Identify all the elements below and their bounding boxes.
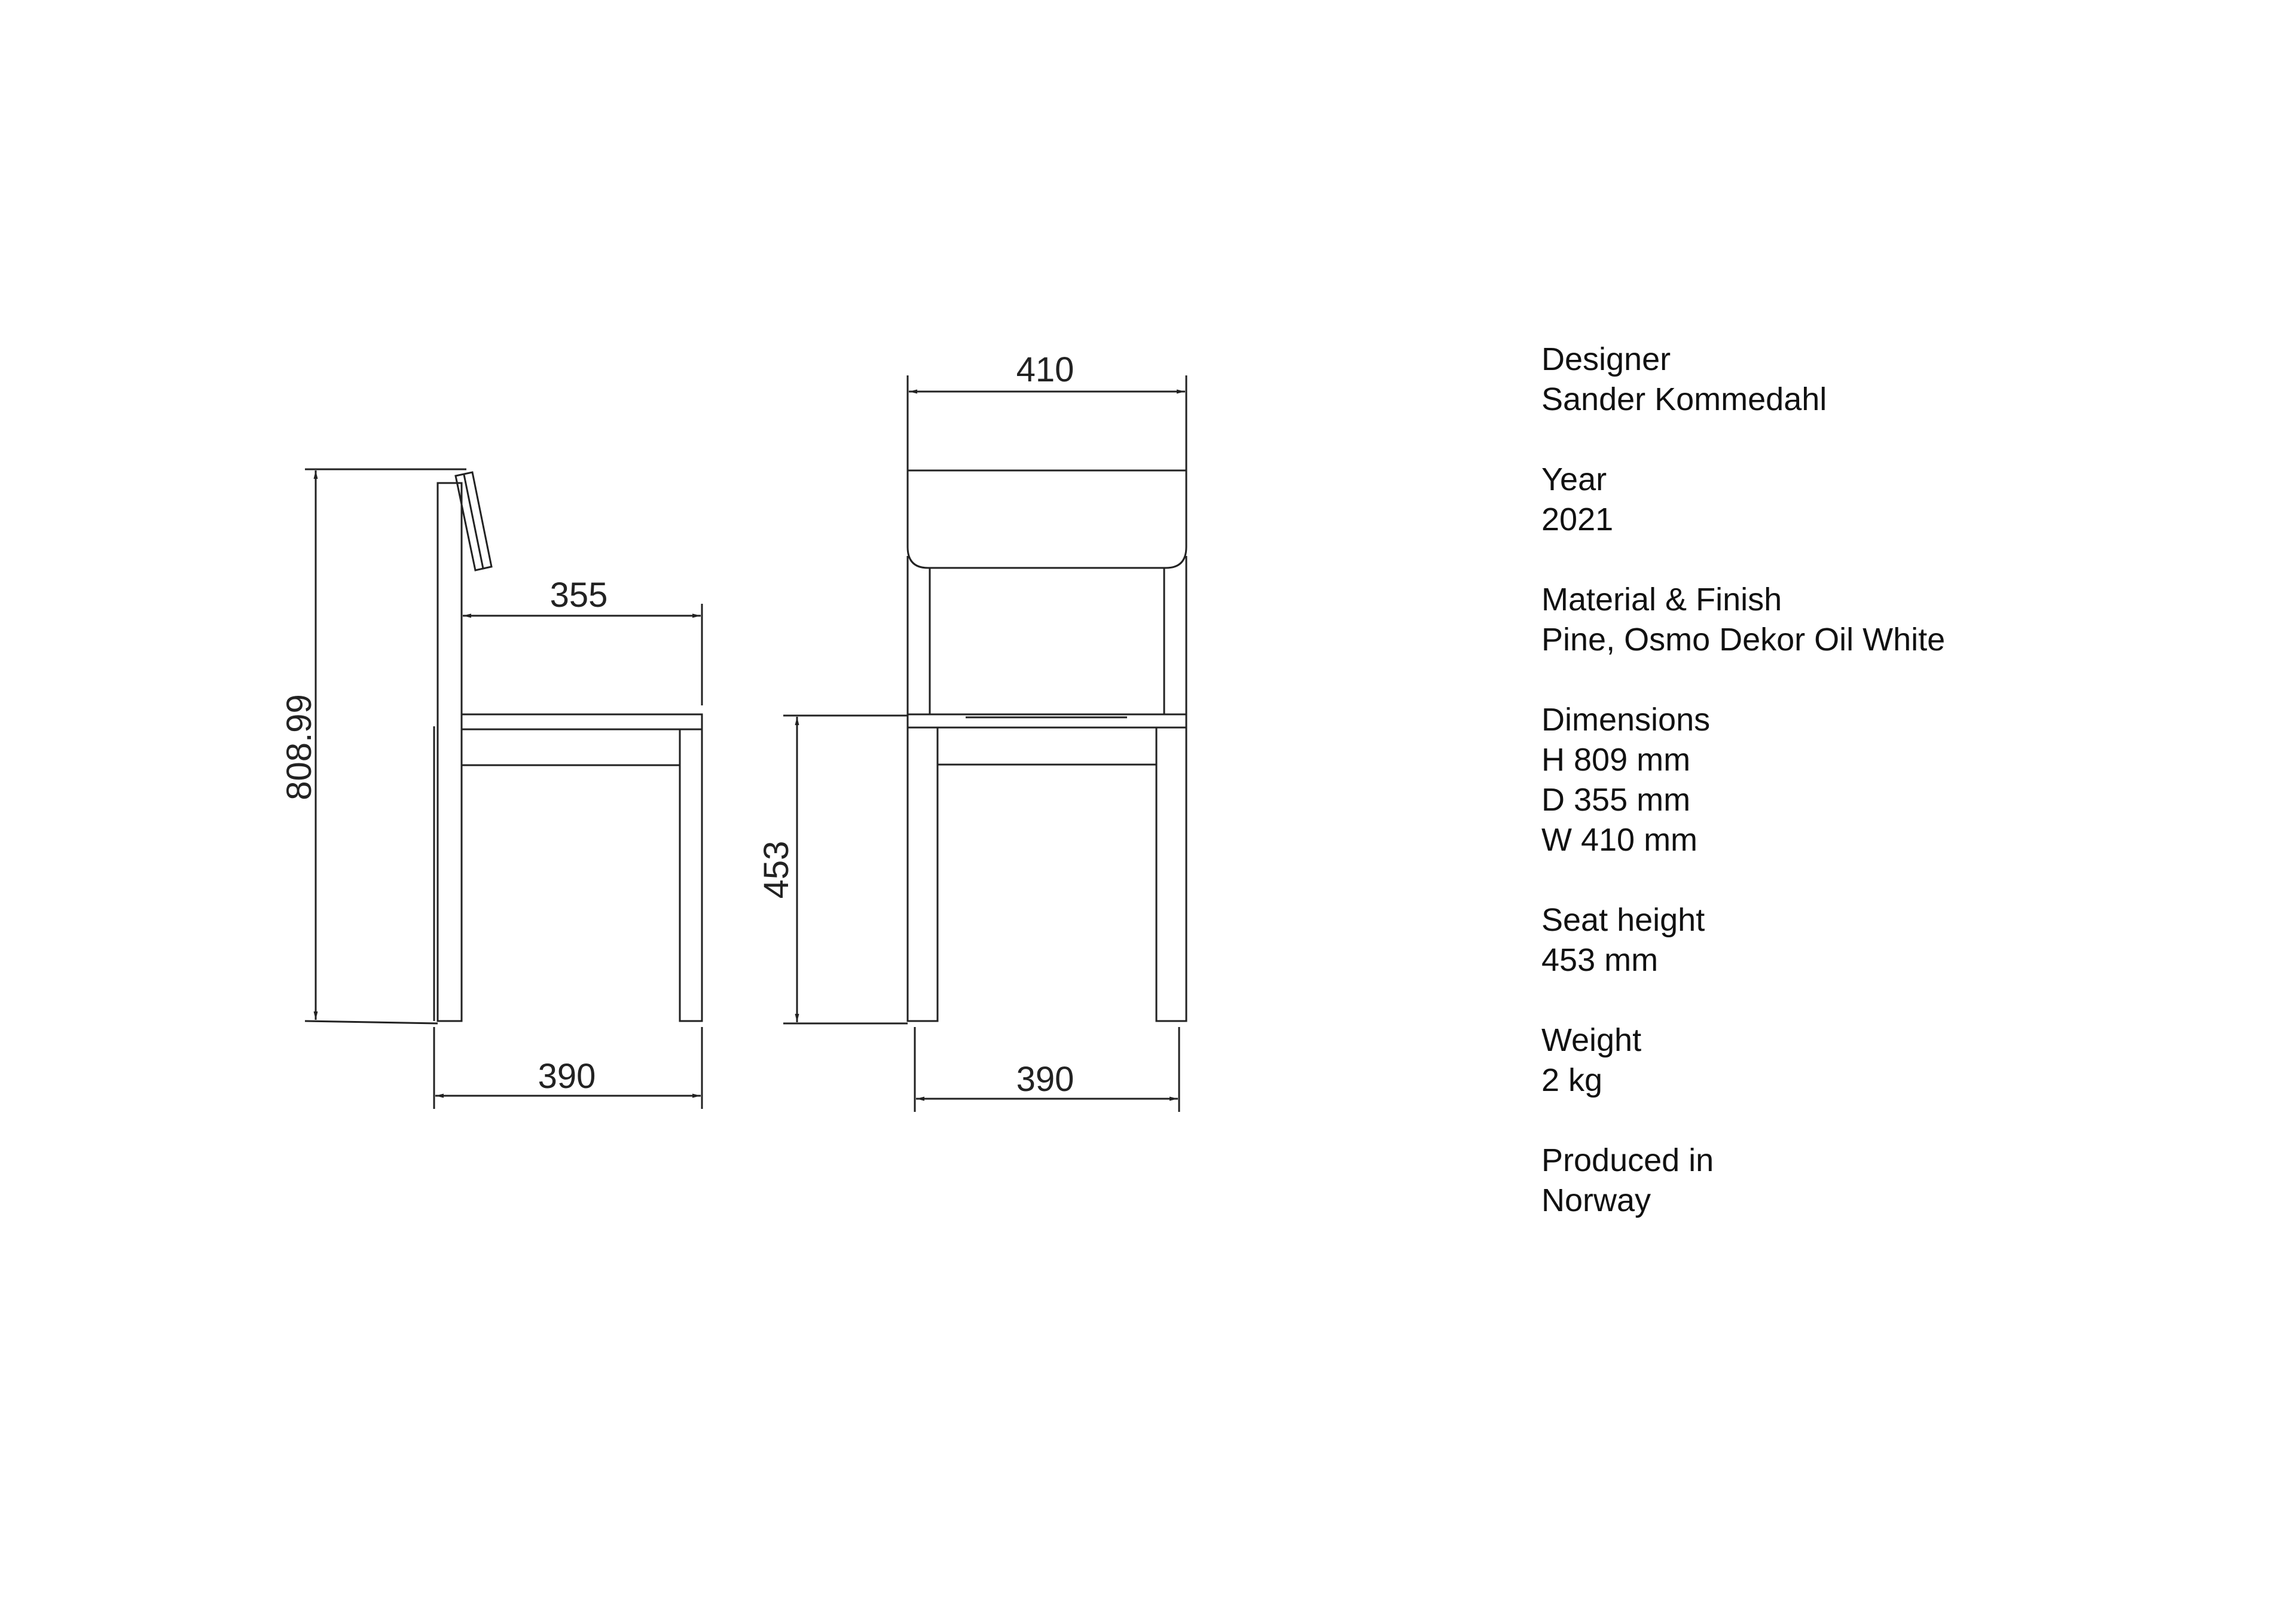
spec-label: Year	[1541, 461, 1607, 497]
spec-value: 453 mm	[1541, 942, 1659, 978]
spec-designer	[1541, 340, 2199, 420]
front-view	[757, 350, 1186, 1112]
spec-produced-in	[1541, 1141, 2199, 1221]
side-apron	[462, 729, 680, 765]
side-base-dim-label: 390	[538, 1057, 596, 1096]
spec-label: Seat height	[1541, 902, 1705, 938]
spec-value: 2021	[1541, 502, 1614, 537]
spec-label: Designer	[1541, 341, 1671, 377]
width-dim-label: 410	[1016, 350, 1074, 389]
front-apron	[938, 728, 1156, 765]
spec-value: Pine, Osmo Dekor Oil White	[1541, 622, 1946, 658]
spec-sheet	[1541, 340, 2199, 1261]
front-base-dim-label: 390	[1016, 1060, 1074, 1099]
side-view	[280, 469, 702, 1109]
side-backrest-inner	[464, 475, 483, 568]
spec-value: Norway	[1541, 1182, 1651, 1218]
spec-value: W 410 mm	[1541, 822, 1698, 858]
spec-seat-height	[1541, 900, 2199, 980]
side-seat	[462, 714, 702, 729]
spec-year	[1541, 460, 2199, 540]
spec-value: H 809 mm	[1541, 742, 1691, 778]
spec-weight	[1541, 1020, 2199, 1101]
front-backrest	[908, 470, 1186, 568]
depth-dim-label: 355	[549, 576, 608, 615]
seat-height-dim-label: 453	[757, 840, 796, 899]
side-back-post	[438, 483, 462, 1021]
spec-label: Dimensions	[1541, 702, 1711, 738]
spec-label: Material & Finish	[1541, 582, 1782, 618]
spec-value: Sander Kommedahl	[1541, 381, 1827, 417]
spec-label: Produced in	[1541, 1142, 1714, 1178]
height-dim-ext-bottom	[305, 1021, 438, 1023]
height-dim-label: 808.99	[280, 694, 319, 800]
spec-value: D 355 mm	[1541, 782, 1691, 818]
side-front-leg	[680, 729, 702, 1021]
spec-value: 2 kg	[1541, 1062, 1603, 1098]
spec-material-finish	[1541, 580, 2199, 660]
front-leg-left	[908, 728, 938, 1021]
front-leg-right	[1156, 728, 1186, 1021]
spec-label: Weight	[1541, 1022, 1642, 1058]
front-seat	[908, 714, 1186, 728]
spec-dimensions	[1541, 700, 2199, 860]
